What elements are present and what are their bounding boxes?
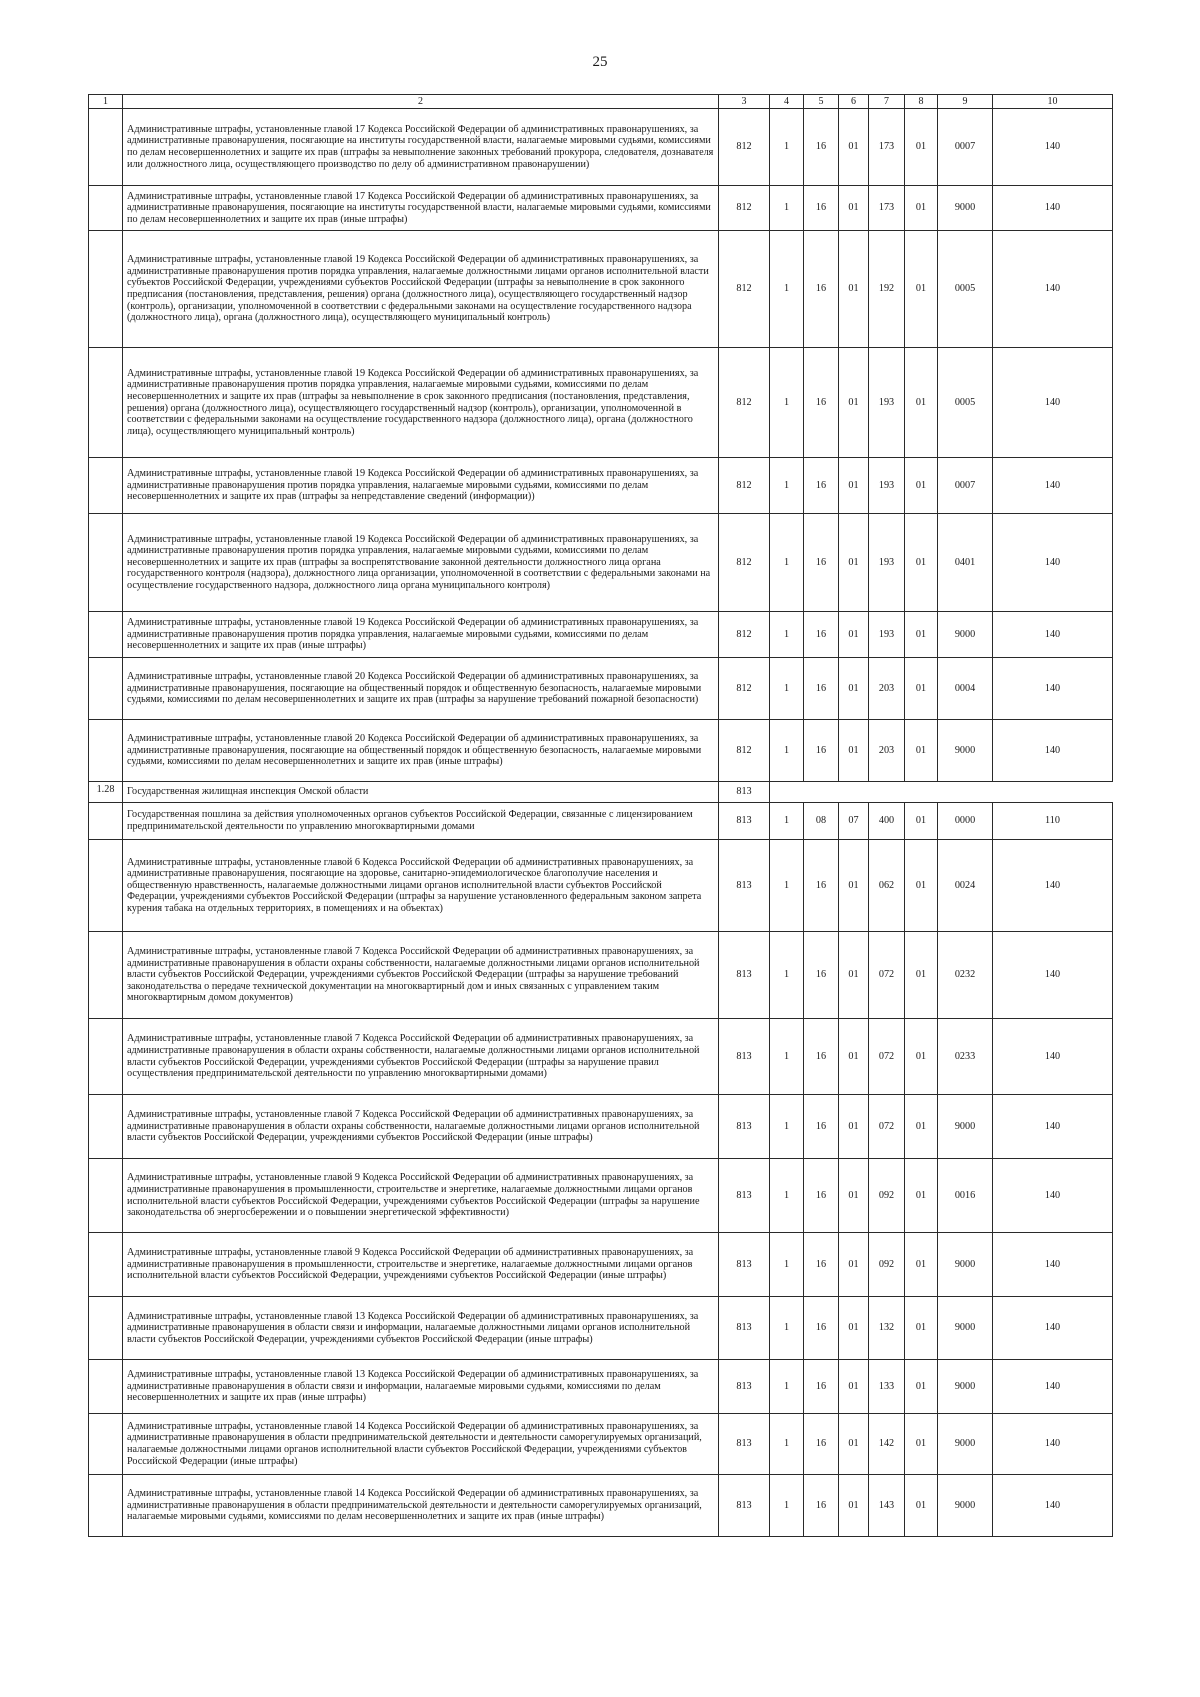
economic-class-code: 140 xyxy=(993,109,1113,186)
element-code: 01 xyxy=(905,109,938,186)
row-index xyxy=(89,109,123,186)
row-index xyxy=(89,1019,123,1095)
program-code: 9000 xyxy=(938,1360,993,1414)
program-code: 0232 xyxy=(938,932,993,1019)
element-code: 01 xyxy=(905,231,938,348)
column-number: 1 xyxy=(89,95,123,109)
group-code: 1 xyxy=(770,1297,804,1360)
subgroup-code: 16 xyxy=(804,514,839,612)
economic-class-code: 140 xyxy=(993,1019,1113,1095)
group-code: 1 xyxy=(770,458,804,514)
economic-class-code: 140 xyxy=(993,1159,1113,1233)
row-description: Административные штрафы, установленные главой 17 Кодекса Российской Федерации об административных правонарушениях, за административные правонарушения, посягающие на институты государственной власти, налагаемые мировыми судьями, комиссиями по делам несовершеннолетних и защите их прав (иные штрафы) xyxy=(123,186,719,231)
table-row xyxy=(89,458,1113,514)
column-number-row xyxy=(89,95,1113,109)
subgroup-code: 16 xyxy=(804,348,839,458)
element-code: 01 xyxy=(905,186,938,231)
row-index xyxy=(89,348,123,458)
economic-class-code: 140 xyxy=(993,458,1113,514)
row-index xyxy=(89,514,123,612)
program-code: 0024 xyxy=(938,840,993,932)
admin-code: 813 xyxy=(719,1019,770,1095)
admin-code: 813 xyxy=(719,1233,770,1297)
group-code: 1 xyxy=(770,1159,804,1233)
article-code: 01 xyxy=(839,1297,869,1360)
group-code: 1 xyxy=(770,109,804,186)
group-code: 1 xyxy=(770,186,804,231)
row-index xyxy=(89,186,123,231)
row-index xyxy=(89,1475,123,1537)
table-row xyxy=(89,932,1113,1019)
program-code: 0233 xyxy=(938,1019,993,1095)
table-row xyxy=(89,803,1113,840)
element-code: 01 xyxy=(905,1475,938,1537)
element-code: 01 xyxy=(905,932,938,1019)
program-code: 9000 xyxy=(938,186,993,231)
row-index xyxy=(89,840,123,932)
row-description: Административные штрафы, установленные главой 7 Кодекса Российской Федерации об административных правонарушениях, за административные правонарушения в области охраны собственности, налагаемые должностными лицами органов исполнительной власти субъектов Российской Федерации, учреждениями субъектов Российской Федерации (штрафы за нарушение правил осуществления предпринимательской деятельности по управлению многоквартирными домами) xyxy=(123,1019,719,1095)
economic-class-code: 140 xyxy=(993,1414,1113,1475)
column-number: 10 xyxy=(993,95,1113,109)
row-index: 1.28 xyxy=(89,782,123,803)
row-index xyxy=(89,458,123,514)
subgroup-code: 16 xyxy=(804,1095,839,1159)
row-description: Административные штрафы, установленные главой 19 Кодекса Российской Федерации об административных правонарушениях, за административные правонарушения против порядка управления, налагаемые мировыми судьями, комиссиями по делам несовершеннолетних и защите их прав (штрафы за невыполнение в срок законного предписания (постановления, представления, решения) органа (должностного лица), осуществляющего государственный надзор (контроль), организации, уполномоченной в соответствии с федеральными законами на осуществление государственного надзора (должностного лица), органа (должностного лица), осуществляющего муниципальный контроль) xyxy=(123,348,719,458)
subgroup-code: 16 xyxy=(804,1360,839,1414)
table-row xyxy=(89,612,1113,658)
economic-class-code: 140 xyxy=(993,612,1113,658)
subarticle-code: 173 xyxy=(869,186,905,231)
row-description: Административные штрафы, установленные главой 19 Кодекса Российской Федерации об административных правонарушениях, за административные правонарушения против порядка управления, налагаемые мировыми судьями, комиссиями по делам несовершеннолетних и защите их прав (иные штрафы) xyxy=(123,612,719,658)
row-index xyxy=(89,231,123,348)
program-code: 9000 xyxy=(938,720,993,782)
row-description: Государственная жилищная инспекция Омской области xyxy=(123,782,719,803)
subgroup-code: 16 xyxy=(804,231,839,348)
subgroup-code: 16 xyxy=(804,458,839,514)
subarticle-code: 072 xyxy=(869,1095,905,1159)
row-index xyxy=(89,1297,123,1360)
row-description: Административные штрафы, установленные главой 20 Кодекса Российской Федерации об административных правонарушениях, за административные правонарушения, посягающие на общественный порядок и общественную безопасность, налагаемые мировыми судьями, комиссиями по делам несовершеннолетних и защите их прав (иные штрафы) xyxy=(123,720,719,782)
subarticle-code: 092 xyxy=(869,1159,905,1233)
admin-code: 812 xyxy=(719,109,770,186)
row-description: Административные штрафы, установленные главой 7 Кодекса Российской Федерации об административных правонарушениях, за административные правонарушения в области охраны собственности, налагаемые должностными лицами органов исполнительной власти субъектов Российской Федерации, учреждениями субъектов Российской Федерации (иные штрафы) xyxy=(123,1095,719,1159)
column-number: 9 xyxy=(938,95,993,109)
table-body xyxy=(89,95,1113,1537)
subarticle-code: 193 xyxy=(869,348,905,458)
group-code: 1 xyxy=(770,1019,804,1095)
group-code: 1 xyxy=(770,612,804,658)
admin-code: 812 xyxy=(719,514,770,612)
article-code: 01 xyxy=(839,458,869,514)
group-code: 1 xyxy=(770,1233,804,1297)
column-number: 3 xyxy=(719,95,770,109)
empty-cell xyxy=(770,782,1113,803)
subarticle-code: 192 xyxy=(869,231,905,348)
table-row xyxy=(89,109,1113,186)
table-row xyxy=(89,231,1113,348)
subarticle-code: 132 xyxy=(869,1297,905,1360)
economic-class-code: 140 xyxy=(993,1095,1113,1159)
subgroup-code: 16 xyxy=(804,1475,839,1537)
element-code: 01 xyxy=(905,840,938,932)
program-code: 9000 xyxy=(938,612,993,658)
program-code: 0016 xyxy=(938,1159,993,1233)
subgroup-code: 16 xyxy=(804,1297,839,1360)
economic-class-code: 140 xyxy=(993,720,1113,782)
element-code: 01 xyxy=(905,458,938,514)
subgroup-code: 16 xyxy=(804,720,839,782)
subarticle-code: 133 xyxy=(869,1360,905,1414)
group-code: 1 xyxy=(770,1360,804,1414)
subarticle-code: 072 xyxy=(869,932,905,1019)
row-index xyxy=(89,1360,123,1414)
subarticle-code: 062 xyxy=(869,840,905,932)
economic-class-code: 140 xyxy=(993,514,1113,612)
row-description: Административные штрафы, установленные главой 14 Кодекса Российской Федерации об административных правонарушениях, за административные правонарушения в области предпринимательской деятельности и деятельности саморегулируемых организаций, налагаемые мировыми судьями, комиссиями по делам несовершеннолетних и защите их прав (иные штрафы) xyxy=(123,1475,719,1537)
table-row xyxy=(89,1297,1113,1360)
subgroup-code: 16 xyxy=(804,1159,839,1233)
column-number: 2 xyxy=(123,95,719,109)
article-code: 01 xyxy=(839,658,869,720)
group-code: 1 xyxy=(770,720,804,782)
table-row xyxy=(89,840,1113,932)
admin-code: 812 xyxy=(719,720,770,782)
row-index xyxy=(89,1159,123,1233)
program-code: 0005 xyxy=(938,231,993,348)
article-code: 01 xyxy=(839,348,869,458)
article-code: 01 xyxy=(839,1159,869,1233)
row-description: Административные штрафы, установленные главой 17 Кодекса Российской Федерации об административных правонарушениях, за административные правонарушения, посягающие на институты государственной власти, налагаемые мировыми судьями, комиссиями по делам несовершеннолетних и защите их прав (штрафы за невыполнение законных требований прокурора, следователя, дознавателя или должностного лица, осуществляющего производство по делу об административном правонарушении) xyxy=(123,109,719,186)
row-index xyxy=(89,1414,123,1475)
economic-class-code: 140 xyxy=(993,1297,1113,1360)
article-code: 01 xyxy=(839,186,869,231)
economic-class-code: 110 xyxy=(993,803,1113,840)
table-row xyxy=(89,1475,1113,1537)
row-index xyxy=(89,612,123,658)
subgroup-code: 16 xyxy=(804,658,839,720)
row-index xyxy=(89,932,123,1019)
table-row xyxy=(89,1414,1113,1475)
group-code: 1 xyxy=(770,803,804,840)
subarticle-code: 203 xyxy=(869,658,905,720)
group-code: 1 xyxy=(770,348,804,458)
program-code: 0000 xyxy=(938,803,993,840)
subarticle-code: 173 xyxy=(869,109,905,186)
row-description: Административные штрафы, установленные главой 14 Кодекса Российской Федерации об административных правонарушениях, за административные правонарушения в области предпринимательской деятельности и деятельности саморегулируемых организаций, налагаемые должностными лицами органов исполнительной власти субъектов Российской Федерации, учреждениями субъектов Российской Федерации (иные штрафы) xyxy=(123,1414,719,1475)
group-code: 1 xyxy=(770,1475,804,1537)
table-row xyxy=(89,1360,1113,1414)
admin-code: 813 xyxy=(719,1159,770,1233)
subgroup-code: 16 xyxy=(804,1233,839,1297)
article-code: 01 xyxy=(839,1475,869,1537)
group-code: 1 xyxy=(770,658,804,720)
element-code: 01 xyxy=(905,658,938,720)
admin-code: 813 xyxy=(719,1475,770,1537)
article-code: 01 xyxy=(839,1019,869,1095)
row-description: Административные штрафы, установленные главой 19 Кодекса Российской Федерации об административных правонарушениях, за административные правонарушения против порядка управления, налагаемые мировыми судьями, комиссиями по делам несовершеннолетних и защите их прав (штрафы за воспрепятствование законной деятельности должностного лица органа государственного контроля (надзора), должностного лица организации, уполномоченной в соответствии с федеральными законами на осуществление государственного надзора, должностного лица органа муниципального контроля) xyxy=(123,514,719,612)
article-code: 01 xyxy=(839,231,869,348)
column-number: 6 xyxy=(839,95,869,109)
program-code: 0004 xyxy=(938,658,993,720)
row-index xyxy=(89,1095,123,1159)
subgroup-code: 16 xyxy=(804,1414,839,1475)
table-row xyxy=(89,720,1113,782)
subgroup-code: 16 xyxy=(804,932,839,1019)
row-description: Административные штрафы, установленные главой 9 Кодекса Российской Федерации об административных правонарушениях, за административные правонарушения в промышленности, строительстве и энергетике, налагаемые должностными лицами органов исполнительной власти субъектов Российской Федерации, учреждениями субъектов Российской Федерации (штрафы за нарушение законодательства об энергосбережении и о повышении энергетической эффективности) xyxy=(123,1159,719,1233)
revenue-classification-table xyxy=(88,94,1113,1537)
page-number: 25 xyxy=(592,54,608,70)
admin-code: 813 xyxy=(719,782,770,803)
row-description: Административные штрафы, установленные главой 13 Кодекса Российской Федерации об административных правонарушениях, за административные правонарушения в области связи и информации, налагаемые должностными лицами органов исполнительной власти субъектов Российской Федерации, учреждениями субъектов Российской Федерации (иные штрафы) xyxy=(123,1297,719,1360)
subarticle-code: 092 xyxy=(869,1233,905,1297)
economic-class-code: 140 xyxy=(993,932,1113,1019)
economic-class-code: 140 xyxy=(993,186,1113,231)
table-row xyxy=(89,1159,1113,1233)
program-code: 0401 xyxy=(938,514,993,612)
program-code: 9000 xyxy=(938,1414,993,1475)
admin-code: 812 xyxy=(719,458,770,514)
admin-code: 813 xyxy=(719,1360,770,1414)
column-number: 8 xyxy=(905,95,938,109)
article-code: 01 xyxy=(839,514,869,612)
article-code: 01 xyxy=(839,109,869,186)
article-code: 01 xyxy=(839,1414,869,1475)
row-index xyxy=(89,1233,123,1297)
row-description: Административные штрафы, установленные главой 19 Кодекса Российской Федерации об административных правонарушениях, за административные правонарушения против порядка управления, налагаемые мировыми судьями, комиссиями по делам несовершеннолетних и защите их прав (штрафы за непредставление сведений (информации)) xyxy=(123,458,719,514)
table-row xyxy=(89,514,1113,612)
subgroup-code: 16 xyxy=(804,840,839,932)
program-code: 9000 xyxy=(938,1233,993,1297)
section-row xyxy=(89,782,1113,803)
economic-class-code: 140 xyxy=(993,658,1113,720)
economic-class-code: 140 xyxy=(993,1360,1113,1414)
group-code: 1 xyxy=(770,1414,804,1475)
row-description: Административные штрафы, установленные главой 9 Кодекса Российской Федерации об административных правонарушениях, за административные правонарушения в промышленности, строительстве и энергетике, налагаемые должностными лицами органов исполнительной власти субъектов Российской Федерации, учреждениями субъектов Российской Федерации (иные штрафы) xyxy=(123,1233,719,1297)
economic-class-code: 140 xyxy=(993,1475,1113,1537)
admin-code: 812 xyxy=(719,658,770,720)
row-description: Административные штрафы, установленные главой 6 Кодекса Российской Федерации об административных правонарушениях, за административные правонарушения, посягающие на здоровье, санитарно-эпидемиологическое благополучие населения и общественную нравственность, налагаемые должностными лицами органов исполнительной власти субъектов Российской Федерации, учреждениями субъектов Российской Федерации (штрафы за нарушение установленного федеральным законом запрета курения табака на отдельных территориях, в помещениях и на объектах) xyxy=(123,840,719,932)
element-code: 01 xyxy=(905,1095,938,1159)
subgroup-code: 16 xyxy=(804,109,839,186)
row-description: Административные штрафы, установленные главой 20 Кодекса Российской Федерации об административных правонарушениях, за административные правонарушения, посягающие на общественный порядок и общественную безопасность, налагаемые мировыми судьями, комиссиями по делам несовершеннолетних и защите их прав (штрафы за нарушение требований пожарной безопасности) xyxy=(123,658,719,720)
article-code: 01 xyxy=(839,1095,869,1159)
subarticle-code: 142 xyxy=(869,1414,905,1475)
program-code: 0007 xyxy=(938,458,993,514)
subarticle-code: 193 xyxy=(869,458,905,514)
economic-class-code: 140 xyxy=(993,840,1113,932)
subgroup-code: 16 xyxy=(804,612,839,658)
element-code: 01 xyxy=(905,1297,938,1360)
article-code: 07 xyxy=(839,803,869,840)
admin-code: 812 xyxy=(719,348,770,458)
subarticle-code: 203 xyxy=(869,720,905,782)
column-number: 7 xyxy=(869,95,905,109)
element-code: 01 xyxy=(905,1019,938,1095)
group-code: 1 xyxy=(770,932,804,1019)
row-description: Административные штрафы, установленные главой 7 Кодекса Российской Федерации об административных правонарушениях, за административные правонарушения в области охраны собственности, налагаемые должностными лицами органов исполнительной власти субъектов Российской Федерации, учреждениями субъектов Российской Федерации (штрафы за нарушение требований законодательства о передаче технической документации на многоквартирный дом и иных связанных с управлением таким многоквартирным домом документов) xyxy=(123,932,719,1019)
admin-code: 813 xyxy=(719,1414,770,1475)
table-row xyxy=(89,1019,1113,1095)
program-code: 9000 xyxy=(938,1297,993,1360)
element-code: 01 xyxy=(905,514,938,612)
program-code: 9000 xyxy=(938,1475,993,1537)
element-code: 01 xyxy=(905,803,938,840)
row-description: Государственная пошлина за действия уполномоченных органов субъектов Российской Федерации, связанные с лицензированием предпринимательской деятельности по управлению многоквартирными домами xyxy=(123,803,719,840)
admin-code: 813 xyxy=(719,1297,770,1360)
economic-class-code: 140 xyxy=(993,348,1113,458)
subarticle-code: 400 xyxy=(869,803,905,840)
admin-code: 813 xyxy=(719,932,770,1019)
table-row xyxy=(89,658,1113,720)
table-row xyxy=(89,348,1113,458)
row-index xyxy=(89,720,123,782)
article-code: 01 xyxy=(839,612,869,658)
table-row xyxy=(89,186,1113,231)
element-code: 01 xyxy=(905,1360,938,1414)
subarticle-code: 072 xyxy=(869,1019,905,1095)
admin-code: 812 xyxy=(719,231,770,348)
subgroup-code: 08 xyxy=(804,803,839,840)
column-number: 4 xyxy=(770,95,804,109)
element-code: 01 xyxy=(905,612,938,658)
element-code: 01 xyxy=(905,1159,938,1233)
subarticle-code: 193 xyxy=(869,612,905,658)
element-code: 01 xyxy=(905,720,938,782)
economic-class-code: 140 xyxy=(993,231,1113,348)
article-code: 01 xyxy=(839,1233,869,1297)
subarticle-code: 143 xyxy=(869,1475,905,1537)
element-code: 01 xyxy=(905,1414,938,1475)
group-code: 1 xyxy=(770,514,804,612)
subgroup-code: 16 xyxy=(804,1019,839,1095)
admin-code: 813 xyxy=(719,840,770,932)
row-index xyxy=(89,658,123,720)
subarticle-code: 193 xyxy=(869,514,905,612)
group-code: 1 xyxy=(770,231,804,348)
program-code: 9000 xyxy=(938,1095,993,1159)
article-code: 01 xyxy=(839,932,869,1019)
article-code: 01 xyxy=(839,840,869,932)
article-code: 01 xyxy=(839,720,869,782)
program-code: 0005 xyxy=(938,348,993,458)
admin-code: 813 xyxy=(719,803,770,840)
program-code: 0007 xyxy=(938,109,993,186)
column-number: 5 xyxy=(804,95,839,109)
group-code: 1 xyxy=(770,840,804,932)
group-code: 1 xyxy=(770,1095,804,1159)
row-description: Административные штрафы, установленные главой 19 Кодекса Российской Федерации об административных правонарушениях, за административные правонарушения против порядка управления, налагаемые должностными лицами органов исполнительной власти субъектов Российской Федерации, учреждениями субъектов Российской Федерации (штрафы за невыполнение в срок законного предписания (постановления, представления, решения) органа (должностного лица), осуществляющего государственный надзор (контроль), организации, уполномоченной в соответствии с федеральными законами на осуществление государственного надзора (должностного лица), органа (должностного лица), осуществляющего муниципальный контроль) xyxy=(123,231,719,348)
table-row xyxy=(89,1233,1113,1297)
admin-code: 812 xyxy=(719,612,770,658)
admin-code: 812 xyxy=(719,186,770,231)
table-row xyxy=(89,1095,1113,1159)
element-code: 01 xyxy=(905,348,938,458)
subgroup-code: 16 xyxy=(804,186,839,231)
admin-code: 813 xyxy=(719,1095,770,1159)
economic-class-code: 140 xyxy=(993,1233,1113,1297)
row-description: Административные штрафы, установленные главой 13 Кодекса Российской Федерации об административных правонарушениях, за административные правонарушения в области связи и информации, налагаемые мировыми судьями, комиссиями по делам несовершеннолетних и защите их прав (иные штрафы) xyxy=(123,1360,719,1414)
element-code: 01 xyxy=(905,1233,938,1297)
row-index xyxy=(89,803,123,840)
article-code: 01 xyxy=(839,1360,869,1414)
